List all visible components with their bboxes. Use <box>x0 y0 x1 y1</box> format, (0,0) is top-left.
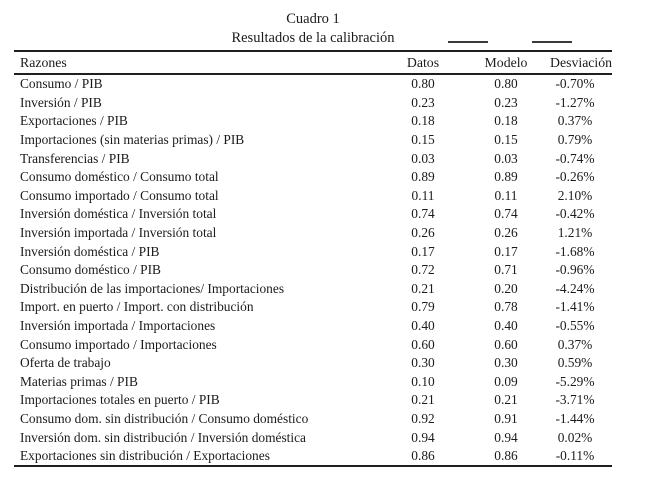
table-body <box>14 74 612 466</box>
row-label: Importaciones totales en puerto / PIB <box>20 392 220 408</box>
datos-value: 0.80 <box>411 76 435 92</box>
table-row <box>14 242 612 261</box>
datos-value: 0.74 <box>411 206 435 222</box>
desviacion-value: -1.68% <box>555 243 595 259</box>
desviacion-value: 0.79% <box>557 132 593 148</box>
datos-value: 0.92 <box>411 410 435 426</box>
desviacion-value: 0.59% <box>557 355 593 371</box>
desviacion-value: -1.41% <box>555 299 595 315</box>
modelo-value: 0.91 <box>494 410 518 426</box>
row-label: Importaciones (sin materias primas) / PIB <box>20 132 245 148</box>
modelo-value: 0.86 <box>462 447 550 467</box>
modelo-value: 0.80 <box>494 76 518 92</box>
modelo-value: 0.89 <box>494 169 518 185</box>
row-label: Inversión doméstica / Inversión total <box>20 206 217 222</box>
scan-artifact-line <box>448 41 488 43</box>
modelo-value: 0.11 <box>494 187 518 203</box>
desviacion-value: -5.29% <box>555 373 595 389</box>
table-row <box>14 112 612 131</box>
row-label: Consumo dom. sin distribución / Consumo doméstico <box>20 410 309 426</box>
table-row <box>14 224 612 243</box>
row-label: Consumo importado / Importaciones <box>20 336 217 352</box>
row-label: Distribución de las importaciones/ Importaciones <box>20 280 285 296</box>
column-header-modelo: Modelo <box>462 51 550 74</box>
desviacion-value: 0.02% <box>557 429 593 445</box>
row-label: Consumo / PIB <box>20 76 103 92</box>
desviacion-value: -3.71% <box>555 392 595 408</box>
row-label: Consumo importado / Consumo total <box>20 187 219 203</box>
modelo-value: 0.03 <box>494 150 518 166</box>
column-header-desviacion: Desviación <box>550 51 612 74</box>
modelo-value: 0.23 <box>494 94 518 110</box>
desviacion-value: 0.37% <box>557 336 593 352</box>
modelo-value: 0.15 <box>494 132 518 148</box>
column-header-razones: Razones <box>14 51 384 74</box>
modelo-value: 0.18 <box>494 113 518 129</box>
row-label: Transferencias / PIB <box>20 150 130 166</box>
datos-value: 0.03 <box>411 150 435 166</box>
table-row <box>14 94 612 113</box>
modelo-value: 0.78 <box>494 299 518 315</box>
desviacion-value: -0.96% <box>555 262 595 278</box>
row-label: Inversión importada / Importaciones <box>20 318 216 334</box>
datos-value: 0.18 <box>411 113 435 129</box>
table-row <box>14 447 612 467</box>
row-label: Exportaciones / PIB <box>20 113 128 129</box>
table-row <box>14 373 612 392</box>
desviacion-value: -0.74% <box>555 150 595 166</box>
modelo-value: 0.21 <box>494 392 518 408</box>
table-row <box>14 74 612 94</box>
desviacion-value: 2.10% <box>557 187 593 203</box>
scan-artifact-line <box>532 41 572 43</box>
table-row <box>14 391 612 410</box>
datos-value: 0.89 <box>411 169 435 185</box>
desviacion-value: -0.70% <box>555 76 595 92</box>
modelo-value: 0.17 <box>494 243 518 259</box>
row-label: Inversión importada / Inversión total <box>20 225 217 241</box>
datos-value: 0.40 <box>411 318 435 334</box>
column-header-datos: Datos <box>384 51 462 74</box>
modelo-value: 0.20 <box>494 280 518 296</box>
datos-value: 0.94 <box>411 429 435 445</box>
table-subtitle: Resultados de la calibración <box>231 30 395 46</box>
datos-value: 0.72 <box>411 262 435 278</box>
calibration-results-table <box>14 50 612 467</box>
datos-value: 0.79 <box>411 299 435 315</box>
table-row <box>14 261 612 280</box>
datos-value: 0.15 <box>411 132 435 148</box>
table-row <box>14 280 612 299</box>
table-row <box>14 298 612 317</box>
modelo-value: 0.60 <box>494 336 518 352</box>
row-label: Materias primas / PIB <box>20 373 138 389</box>
modelo-value: 0.71 <box>494 262 518 278</box>
table-row <box>14 168 612 187</box>
table-row <box>14 428 612 447</box>
desviacion-value: -0.42% <box>555 206 595 222</box>
datos-value: 0.17 <box>411 243 435 259</box>
modelo-value: 0.40 <box>494 318 518 334</box>
row-label: Exportaciones sin distribución / Exportaciones <box>14 447 384 467</box>
datos-value: 0.86 <box>384 447 462 467</box>
desviacion-value: -1.27% <box>555 94 595 110</box>
table-row <box>14 335 612 354</box>
table-row <box>14 149 612 168</box>
row-label: Consumo doméstico / PIB <box>20 262 161 278</box>
row-label: Inversión / PIB <box>20 94 102 110</box>
table-row <box>14 317 612 336</box>
table-row <box>14 187 612 206</box>
datos-value: 0.23 <box>411 94 435 110</box>
desviacion-value: -0.11% <box>550 447 612 467</box>
desviacion-value: -4.24% <box>555 280 595 296</box>
datos-value: 0.10 <box>411 373 435 389</box>
table-row <box>14 205 612 224</box>
table-title: Cuadro 1 <box>286 11 340 27</box>
row-label: Oferta de trabajo <box>20 355 111 371</box>
table-header <box>14 51 612 74</box>
datos-value: 0.21 <box>411 392 435 408</box>
table-caption <box>14 10 612 48</box>
modelo-value: 0.26 <box>494 225 518 241</box>
row-label: Inversión doméstica / PIB <box>20 243 160 259</box>
desviacion-value: 1.21% <box>557 225 593 241</box>
desviacion-value: -0.26% <box>555 169 595 185</box>
datos-value: 0.30 <box>411 355 435 371</box>
desviacion-value: -0.55% <box>555 318 595 334</box>
table-row <box>14 410 612 429</box>
header-row <box>14 51 612 74</box>
desviacion-value: -1.44% <box>555 410 595 426</box>
table-row <box>14 131 612 150</box>
row-label: Import. en puerto / Import. con distribución <box>20 299 254 315</box>
desviacion-value: 0.37% <box>557 113 593 129</box>
table-row <box>14 354 612 373</box>
datos-value: 0.21 <box>411 280 435 296</box>
row-label: Inversión dom. sin distribución / Inversión doméstica <box>20 429 306 445</box>
modelo-value: 0.09 <box>494 373 518 389</box>
datos-value: 0.26 <box>411 225 435 241</box>
modelo-value: 0.30 <box>494 355 518 371</box>
row-label: Consumo doméstico / Consumo total <box>20 169 219 185</box>
modelo-value: 0.94 <box>494 429 518 445</box>
datos-value: 0.60 <box>411 336 435 352</box>
datos-value: 0.11 <box>411 187 435 203</box>
modelo-value: 0.74 <box>494 206 518 222</box>
